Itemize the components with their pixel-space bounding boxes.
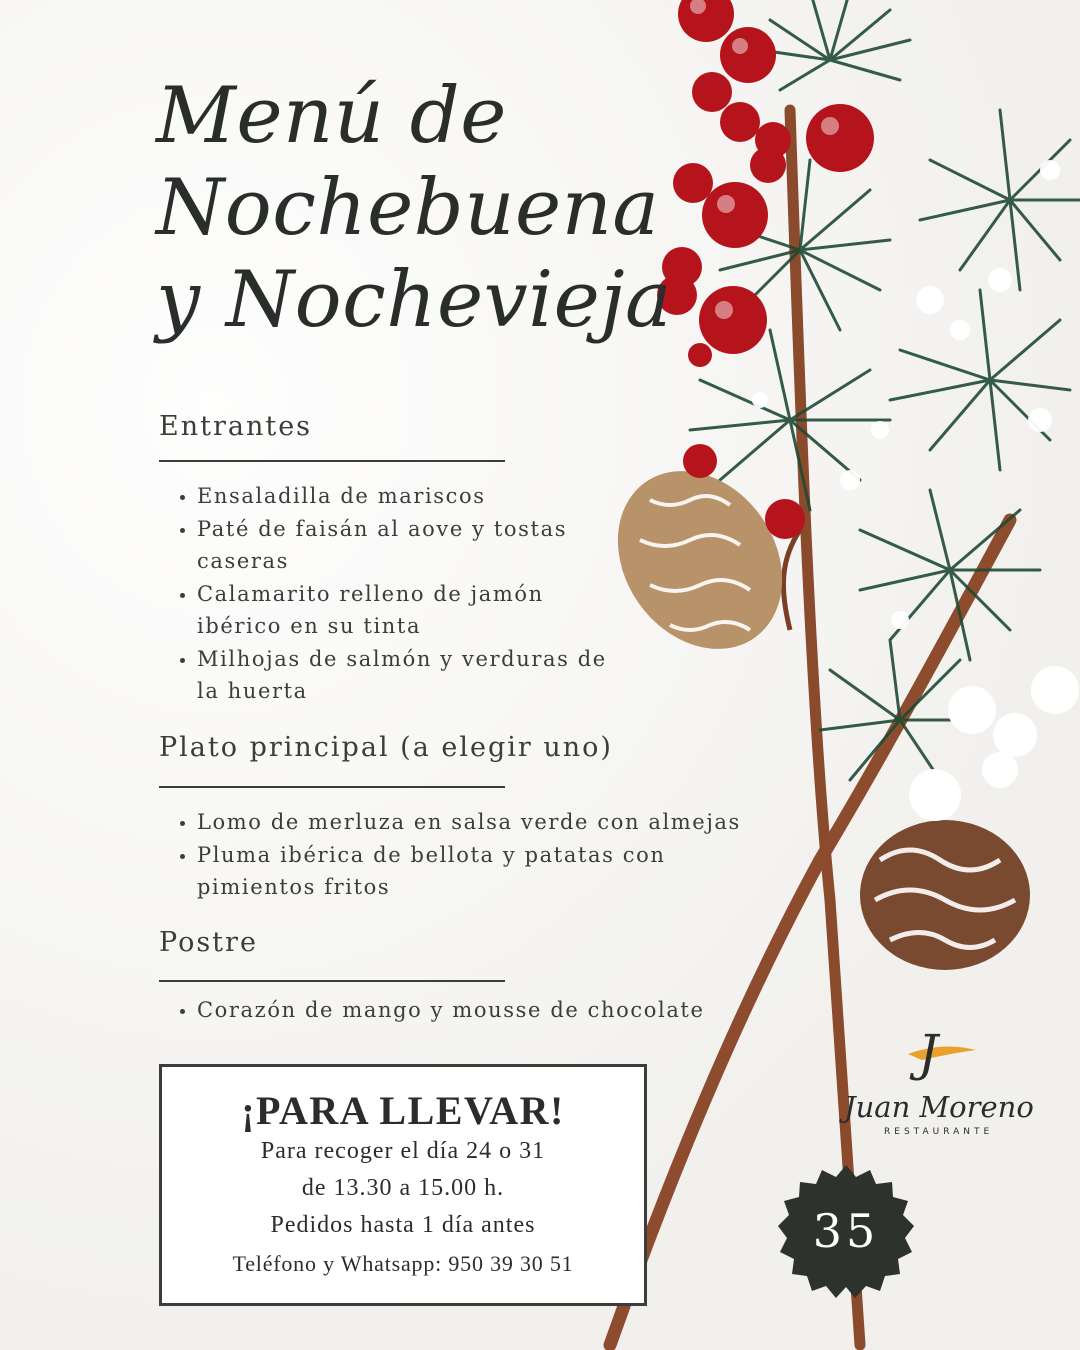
takeaway-box [159,1064,647,1306]
postre-list [170,994,757,1027]
section-divider [159,980,505,982]
section-divider [159,460,505,462]
brand-name: Juan Moreno [844,1090,1034,1124]
monogram-icon [840,1020,1030,1090]
section-divider [159,786,505,788]
list-item: • Corazón de mango y mousse de chocolate [197,994,757,1027]
title-line-2: Nochebuena [156,163,660,253]
price-badge [778,1163,914,1299]
section-heading-entrantes: Entrantes [159,411,313,442]
list-item: • Milhojas de salmón y verduras de la huerta [197,643,637,708]
list-item: • Calamarito relleno de jamón ibérico en su tinta [197,578,637,643]
takeaway-heading: ¡PARA LLEVAR! [241,1088,565,1133]
list-item: • Pluma ibérica de bellota y patatas con pimientos fritos [197,839,667,904]
menu-title [156,70,676,346]
price-value: 35 [812,1204,880,1258]
principal-list [170,806,757,904]
contact-phone: Teléfono y Whatsapp: 950 39 30 51 [232,1251,574,1276]
pine-cone-lower [860,820,1030,970]
list-item: • Ensaladilla de mariscos [197,480,637,513]
brand-subtitle: RESTAURANTE [884,1127,994,1137]
list-item: • Lomo de merluza en salsa verde con almejas [197,806,757,839]
entrantes-list [170,480,637,708]
list-item: • Paté de faisán al aove y tostas caseras [197,513,637,578]
restaurant-logo [840,1020,1034,1150]
title-line-1: Menú de [156,71,507,161]
monogram-letter: J [918,1024,939,1082]
pickup-hours: de 13.30 a 15.00 h. [301,1175,505,1201]
section-heading-postre: Postre [159,927,258,958]
pickup-days: Para recoger el día 24 o 31 [260,1138,546,1164]
section-heading-principal: Plato principal (a elegir uno) [159,732,613,763]
title-line-3: y Nochevieja [156,255,673,345]
order-deadline: Pedidos hasta 1 día antes [270,1212,536,1238]
